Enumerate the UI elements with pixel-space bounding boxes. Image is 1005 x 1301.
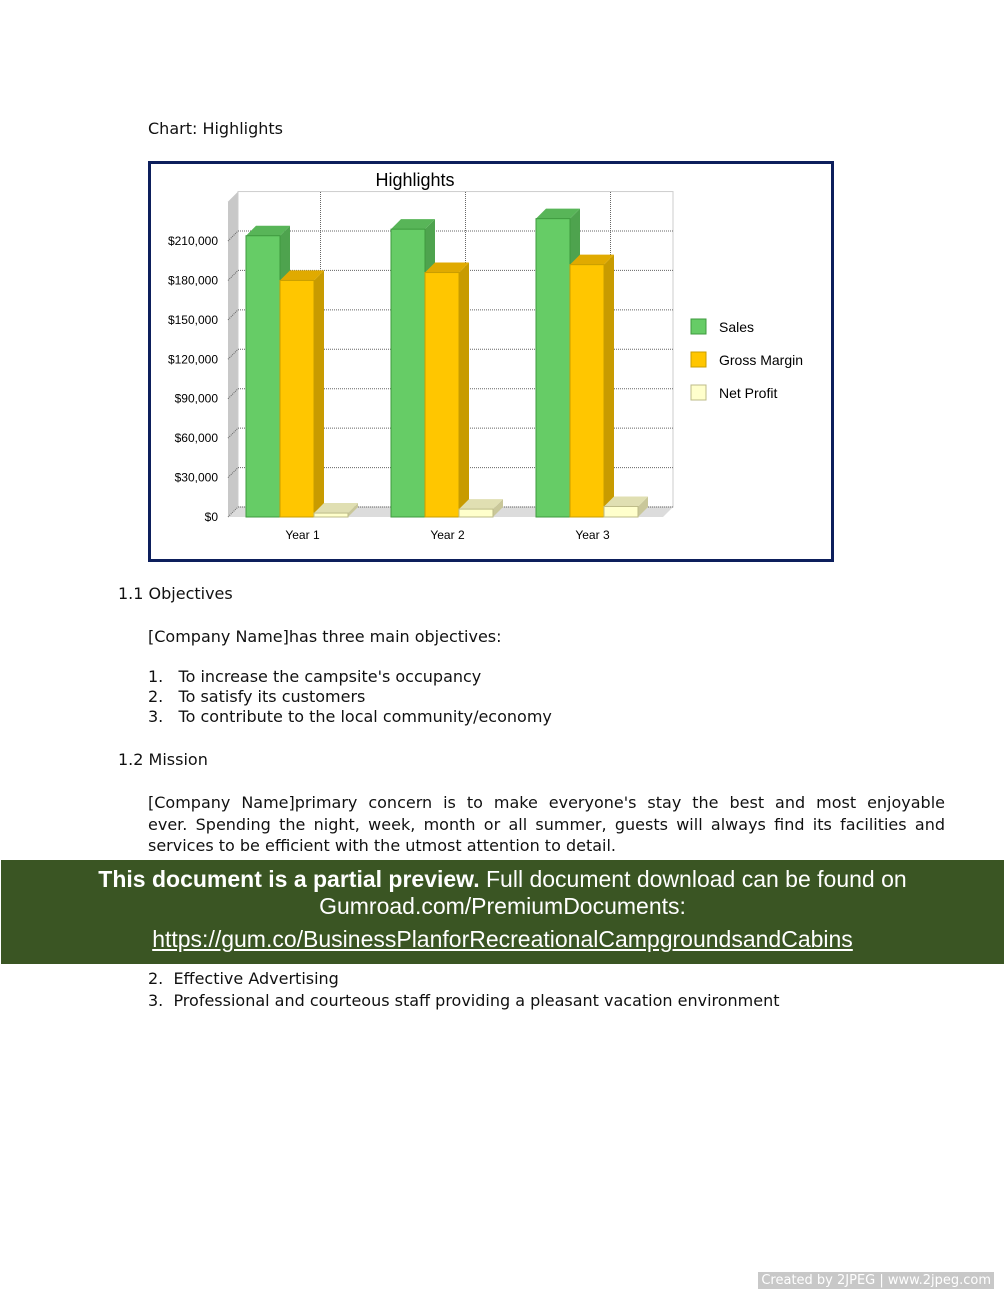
x-tick-label: Year 2 bbox=[430, 528, 465, 542]
bar-side bbox=[314, 270, 324, 517]
list-item: 3. Professional and courteous staff providing a pleasant vacation environment bbox=[148, 991, 780, 1010]
preview-banner bbox=[1, 860, 1004, 964]
bar-sales bbox=[536, 219, 570, 517]
legend-swatch bbox=[691, 319, 706, 334]
legend-label: Sales bbox=[719, 319, 755, 335]
objectives-intro: [Company Name]has three main objectives: bbox=[148, 627, 502, 646]
banner-bold-text: This document is a partial preview. bbox=[98, 866, 480, 892]
list-item: 2. Effective Advertising bbox=[148, 969, 339, 988]
list-item: 1. To increase the campsite's occupancy bbox=[148, 667, 482, 686]
chart-caption: Chart: Highlights bbox=[148, 119, 284, 138]
section-heading-mission: 1.2 Mission bbox=[118, 750, 208, 769]
mission-line: services to be efficient with the utmost attention to detail. bbox=[148, 836, 616, 855]
bar-gross-margin bbox=[425, 273, 459, 517]
y-tick-label: $180,000 bbox=[167, 273, 218, 288]
x-tick-label: Year 1 bbox=[285, 528, 320, 542]
bar-sales bbox=[246, 236, 280, 517]
mission-line: [Company Name]primary concern is to make everyone's stay the best and most enjoyable bbox=[148, 793, 945, 812]
legend-swatch bbox=[691, 352, 706, 367]
left-wall bbox=[228, 192, 238, 517]
bar-net-profit bbox=[459, 509, 493, 517]
bar-net-profit bbox=[604, 506, 638, 517]
chart-svg bbox=[151, 164, 831, 559]
x-tick-label: Year 3 bbox=[575, 528, 610, 542]
y-tick-label: $30,000 bbox=[174, 470, 218, 485]
y-tick-label: $90,000 bbox=[174, 391, 218, 406]
bar-side bbox=[604, 255, 614, 517]
bar-side bbox=[459, 263, 469, 517]
mission-line: ever. Spending the night, week, month or all summer, guests will always find its facilities and bbox=[148, 815, 945, 834]
y-tick-label: $150,000 bbox=[167, 312, 218, 327]
y-tick-label: $0 bbox=[204, 510, 218, 524]
bar-net-profit bbox=[314, 513, 348, 517]
bar-gross-margin bbox=[280, 280, 314, 517]
legend-label: Net Profit bbox=[719, 385, 778, 401]
banner-text: Full document download can be found on bbox=[479, 866, 907, 892]
download-link[interactable]: https://gum.co/BusinessPlanforRecreationalCampgroundsandCabins bbox=[152, 926, 853, 952]
highlights-chart bbox=[148, 161, 834, 562]
list-item: 3. To contribute to the local community/economy bbox=[148, 707, 552, 726]
y-tick-label: $120,000 bbox=[167, 352, 218, 367]
bar-gross-margin bbox=[570, 265, 604, 517]
list-item: 2. To satisfy its customers bbox=[148, 687, 366, 706]
credit-watermark: Created by 2JPEG | www.2jpeg.com bbox=[758, 1272, 994, 1289]
section-heading-objectives: 1.1 Objectives bbox=[118, 584, 233, 603]
legend-label: Gross Margin bbox=[719, 352, 804, 368]
legend-swatch bbox=[691, 385, 706, 400]
banner-text-line2: Gumroad.com/PremiumDocuments: bbox=[319, 893, 686, 919]
y-tick-label: $60,000 bbox=[174, 431, 218, 446]
y-tick-label: $210,000 bbox=[167, 234, 218, 248]
chart-title: Highlights bbox=[375, 170, 455, 190]
bar-sales bbox=[391, 229, 425, 517]
